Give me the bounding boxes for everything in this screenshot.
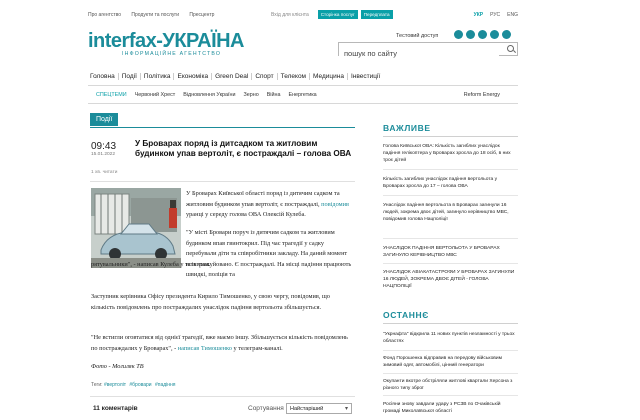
telegram-icon[interactable] bbox=[490, 30, 499, 39]
services-page-button[interactable]: Сторінка послуг bbox=[318, 10, 358, 19]
search-icon[interactable] bbox=[507, 45, 514, 52]
subnav-reform-energy[interactable]: Reform Energy bbox=[463, 92, 500, 98]
nav-item-events[interactable]: Події bbox=[119, 73, 141, 80]
nav-item-medicine[interactable]: Медицина bbox=[310, 73, 348, 80]
site-search bbox=[338, 42, 518, 56]
article-date: 15.01.2022 bbox=[91, 152, 116, 157]
paragraph-4-text-b: у телеграм-каналі. bbox=[233, 344, 283, 352]
facebook-icon[interactable] bbox=[454, 30, 463, 39]
read-time: 1 хв. читати bbox=[91, 170, 118, 175]
latest-item[interactable]: "Укрнафта" відкрила 11 нових пунктів незламності у трьох областях bbox=[383, 332, 515, 344]
photo-credit: Фото - Могиляк ТВ bbox=[91, 363, 144, 370]
nav-item-home[interactable]: Головна bbox=[88, 73, 119, 80]
timoshenko-link[interactable]: написав Тимошенко bbox=[177, 344, 232, 352]
sort-select[interactable]: Найстаріший ▾ bbox=[286, 403, 352, 414]
subnav-war[interactable]: Війна bbox=[266, 92, 281, 98]
twitter-icon[interactable] bbox=[502, 30, 511, 39]
article-divider bbox=[90, 181, 355, 182]
paragraph-4-text-a: "Не встигли оговтатися від однієї трагедії, вже маємо іншу. Збільшується кількість повідомлень по постраждалих у Броварах", - bbox=[91, 334, 348, 352]
instagram-icon[interactable] bbox=[466, 30, 475, 39]
lang-ukr[interactable]: УКР bbox=[473, 12, 484, 18]
list-divider bbox=[383, 373, 518, 374]
article-paragraph-4 bbox=[91, 333, 353, 354]
latest-item[interactable]: Росіяни знову завдали удару з РСЗВ по Очаківській громаді Миколаївської області bbox=[383, 402, 501, 414]
logo-subtitle: ІНФОРМАЦІЙНЕ АГЕНТСТВО bbox=[122, 51, 222, 57]
list-divider bbox=[383, 350, 518, 351]
important-item[interactable]: Унаслідок падіння вертольота в Броварах загинули 16 людей, зокрема двоє дітей, загинуло керівництво МВС, повідомив голова Нацполіції bbox=[383, 203, 509, 222]
article-paragraph-2-end: рятувальники", - написав Кулеба у телеграм. bbox=[91, 261, 211, 268]
list-divider bbox=[383, 195, 518, 196]
paragraph-1-text-a: У Броварах Київської області поряд із дитячим садком та житловим будинком упав вертоліт, є постраждалі, bbox=[186, 190, 340, 208]
special-topics-nav bbox=[88, 89, 518, 101]
lang-eng[interactable]: ENG bbox=[507, 12, 518, 18]
latest-item[interactable]: Фонд Порошенка відправив на передову військовим зимовий одяг, автомобілі, цінний генератори bbox=[383, 356, 502, 368]
logo-main-text: interfax- bbox=[88, 30, 163, 52]
important-item[interactable]: Голова Київської ОВА: Кількість загиблих унаслідок падіння гелікоптера у Броварах зросла до 18 осіб, в них троє дітей bbox=[383, 144, 511, 163]
main-nav bbox=[88, 70, 518, 82]
comments-divider bbox=[90, 396, 355, 397]
subnav-special-topics[interactable]: СПЕЦТЕМИ bbox=[96, 92, 127, 98]
list-divider bbox=[383, 169, 518, 170]
client-area bbox=[271, 10, 393, 19]
latest-item[interactable]: Окупанти вкотре обстріляли житлові квартали Херсона з різного типу зброї bbox=[383, 379, 513, 391]
list-divider bbox=[383, 238, 518, 239]
social-links bbox=[454, 30, 511, 39]
lang-rus[interactable]: РУС bbox=[490, 12, 501, 18]
article-time: 09:43 bbox=[91, 141, 117, 152]
list-divider bbox=[383, 263, 518, 264]
top-utility-bar bbox=[88, 10, 518, 22]
source-link[interactable]: повідомив bbox=[321, 200, 349, 208]
nav-item-politics[interactable]: Політика bbox=[141, 73, 175, 80]
logo-ukraine-text: УКРАЇНА bbox=[162, 30, 244, 52]
site-logo[interactable] bbox=[88, 30, 244, 57]
tags-label: Теги: bbox=[91, 382, 103, 388]
top-link-products[interactable]: Продукти та послуги bbox=[131, 12, 179, 18]
sort-label: Сортування bbox=[248, 405, 284, 412]
top-link-press[interactable]: Пресцентр bbox=[189, 12, 215, 18]
test-access-link[interactable]: Тестовий доступ bbox=[396, 33, 439, 39]
article-title: У Броварах поряд із дитсадком та житловим будинком упав вертоліт, є постраждалі – голова ОВА bbox=[135, 139, 352, 158]
language-switcher bbox=[474, 12, 518, 18]
tag-link[interactable]: #вертоліт bbox=[103, 382, 127, 388]
important-item[interactable]: Кількість загиблих унаслідок падіння вертольота у Броварах зросла до 17 – голова ОВА bbox=[383, 177, 498, 189]
nav-divider bbox=[88, 85, 518, 86]
article-paragraph-2: "У місті Бровари поруч із дитячим садком та житловим будинком впав гвинтокрил. Під час трагедії у садку перебували діти та співробітники закладу. На даний момент всіх евакуйовано. Є постраждалі. На місці падіння працюють швидкі, поліція та bbox=[186, 229, 352, 278]
nav-item-investments[interactable]: Інвестиції bbox=[350, 72, 381, 80]
nav-item-green-deal[interactable]: Green Deal bbox=[212, 73, 252, 80]
important-underline bbox=[383, 136, 518, 137]
paragraph-1-text-b: уранці у середу голова ОВА Олексій Кулеба. bbox=[186, 211, 306, 218]
subscription-button[interactable]: Передплата bbox=[361, 10, 393, 19]
search-input[interactable] bbox=[339, 48, 499, 60]
nav-item-sport[interactable]: Спорт bbox=[252, 73, 277, 80]
youtube-icon[interactable] bbox=[478, 30, 487, 39]
article-paragraph-3: Заступник керівника Офісу президента Кирило Тимошенко, у свою чергу, повідомив, що кількість повідомлень про постраждалих унаслідок падіння вертольота збільшується. bbox=[91, 293, 330, 311]
top-links bbox=[88, 12, 223, 18]
client-login-link[interactable]: Вхід для клієнта bbox=[271, 11, 309, 18]
subnav-energy[interactable]: Енергетика bbox=[288, 92, 317, 98]
top-link-about[interactable]: Про агентство bbox=[88, 12, 121, 18]
important-item[interactable]: УНАСЛІДОК АВІАКАТАСТРОФИ У БРОВАРАХ ЗАГИНУЛИ 16 ЛЮДЕЙ, ЗОКРЕМА ДВОЄ ДІТЕЙ - ГОЛОВА НАЦПОЛІЦІЇ bbox=[383, 270, 515, 289]
subnav-divider bbox=[88, 103, 518, 104]
important-heading: ВАЖЛИВЕ bbox=[383, 123, 431, 133]
article-paragraph-1 bbox=[186, 189, 354, 221]
subnav-red-cross[interactable]: Червоний Хрест bbox=[134, 92, 176, 98]
rubric-badge[interactable]: Події bbox=[90, 113, 118, 126]
subnav-grain[interactable]: Зерно bbox=[243, 92, 259, 98]
latest-heading: ОСТАННЄ bbox=[383, 310, 429, 320]
rubric-underline bbox=[90, 127, 355, 128]
list-divider bbox=[383, 395, 518, 396]
comments-count: 11 коментарів bbox=[93, 405, 138, 412]
subnav-recovery[interactable]: Відновлення України bbox=[183, 92, 236, 98]
article-photo[interactable] bbox=[91, 188, 181, 268]
latest-underline bbox=[383, 323, 518, 324]
tag-link[interactable]: #бровари bbox=[129, 382, 152, 388]
tag-link[interactable]: #падіння bbox=[154, 382, 176, 388]
nav-item-telecom[interactable]: Телеком bbox=[278, 73, 310, 80]
article-tags bbox=[91, 382, 178, 388]
nav-item-economy[interactable]: Економіка bbox=[174, 73, 212, 80]
important-item[interactable]: УНАСЛІДОК ПАДІННЯ ВЕРТОЛЬОТА У БРОВАРАХ ЗАГИНУЛО КЕРІВНИЦТВО МВС bbox=[383, 246, 500, 258]
